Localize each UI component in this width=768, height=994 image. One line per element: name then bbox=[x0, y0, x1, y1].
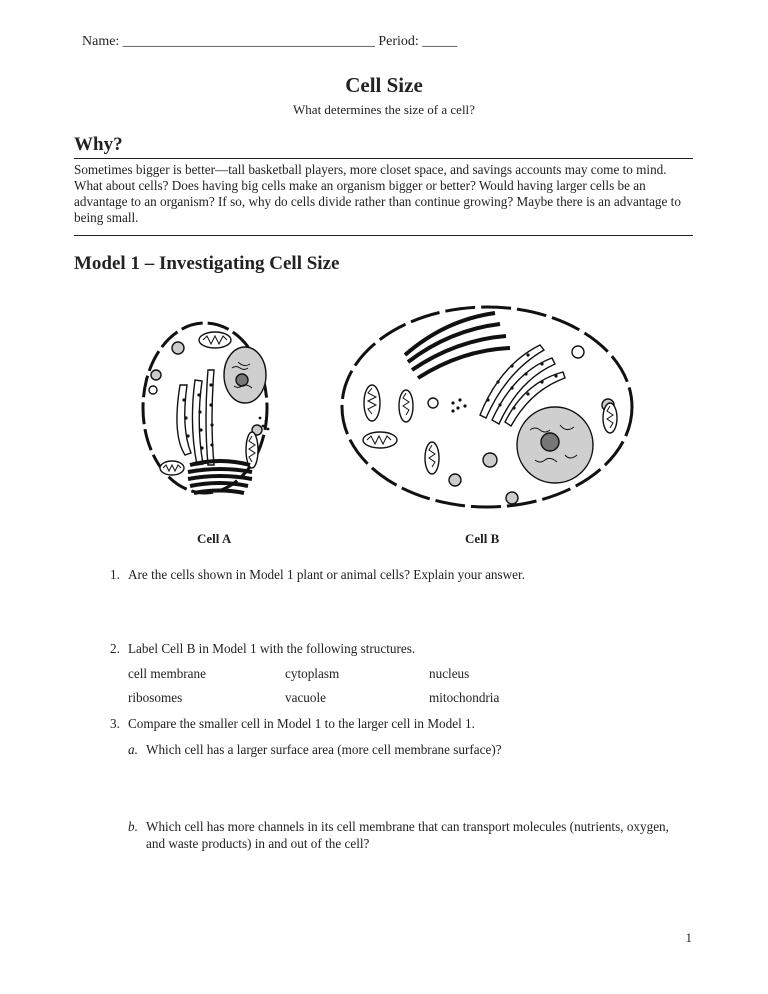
name-label: Name: bbox=[82, 34, 120, 49]
question-number: 3. bbox=[110, 716, 120, 731]
question-number: 2. bbox=[110, 641, 120, 656]
model-heading: Model 1 – Investigating Cell Size bbox=[74, 253, 340, 274]
cell-a-label: Cell A bbox=[197, 531, 232, 546]
name-blank[interactable]: ____________________________________ bbox=[122, 34, 375, 49]
question-3b bbox=[128, 818, 688, 852]
question-text: Label Cell B in Model 1 with the following structures. bbox=[128, 641, 416, 656]
why-bottom-rule bbox=[74, 235, 693, 236]
structure-item: nucleus bbox=[429, 666, 470, 681]
structure-item: vacuole bbox=[285, 690, 327, 705]
why-heading: Why? bbox=[74, 134, 123, 155]
cell-a-organelles bbox=[149, 332, 269, 493]
question-text: Compare the smaller cell in Model 1 to the larger cell in Model 1. bbox=[128, 716, 475, 731]
page-subtitle: What determines the size of a cell? bbox=[293, 102, 475, 117]
period-label: Period: bbox=[378, 34, 419, 49]
sub-question-text: Which cell has more channels in its cell membrane that can transport molecules (nutrients, oxygen, and waste products) in and out of the cell? bbox=[146, 819, 669, 851]
sub-question-text: Which cell has a larger surface area (more cell membrane surface)? bbox=[146, 742, 502, 757]
name-period-line bbox=[82, 34, 457, 50]
why-paragraph: Sometimes bigger is better—tall basketball players, more closet space, and savings accounts may come to mind. What about cells? Does having big cells make an organism bigger or better? Would having larger cells be an advantage to an organism? If so, why do cells divide rather than continue growing? Maybe there is an advantage to being small. bbox=[74, 162, 681, 225]
cell-b-label: Cell B bbox=[465, 531, 500, 546]
period-blank[interactable]: _____ bbox=[422, 34, 458, 49]
cell-illustration bbox=[120, 300, 640, 525]
question-text: Are the cells shown in Model 1 plant or animal cells? Explain your answer. bbox=[128, 567, 525, 582]
sub-question-letter: b. bbox=[128, 819, 138, 834]
why-top-rule bbox=[74, 158, 693, 159]
sub-question-letter: a. bbox=[128, 742, 138, 757]
structure-item: ribosomes bbox=[128, 690, 183, 705]
question-number: 1. bbox=[110, 567, 120, 582]
page-title: Cell Size bbox=[345, 73, 423, 97]
structure-item: mitochondria bbox=[429, 690, 500, 705]
page-number: 1 bbox=[685, 930, 692, 945]
structure-item: cytoplasm bbox=[285, 666, 340, 681]
cell-b-organelles bbox=[363, 313, 617, 504]
structure-item: cell membrane bbox=[128, 666, 206, 681]
